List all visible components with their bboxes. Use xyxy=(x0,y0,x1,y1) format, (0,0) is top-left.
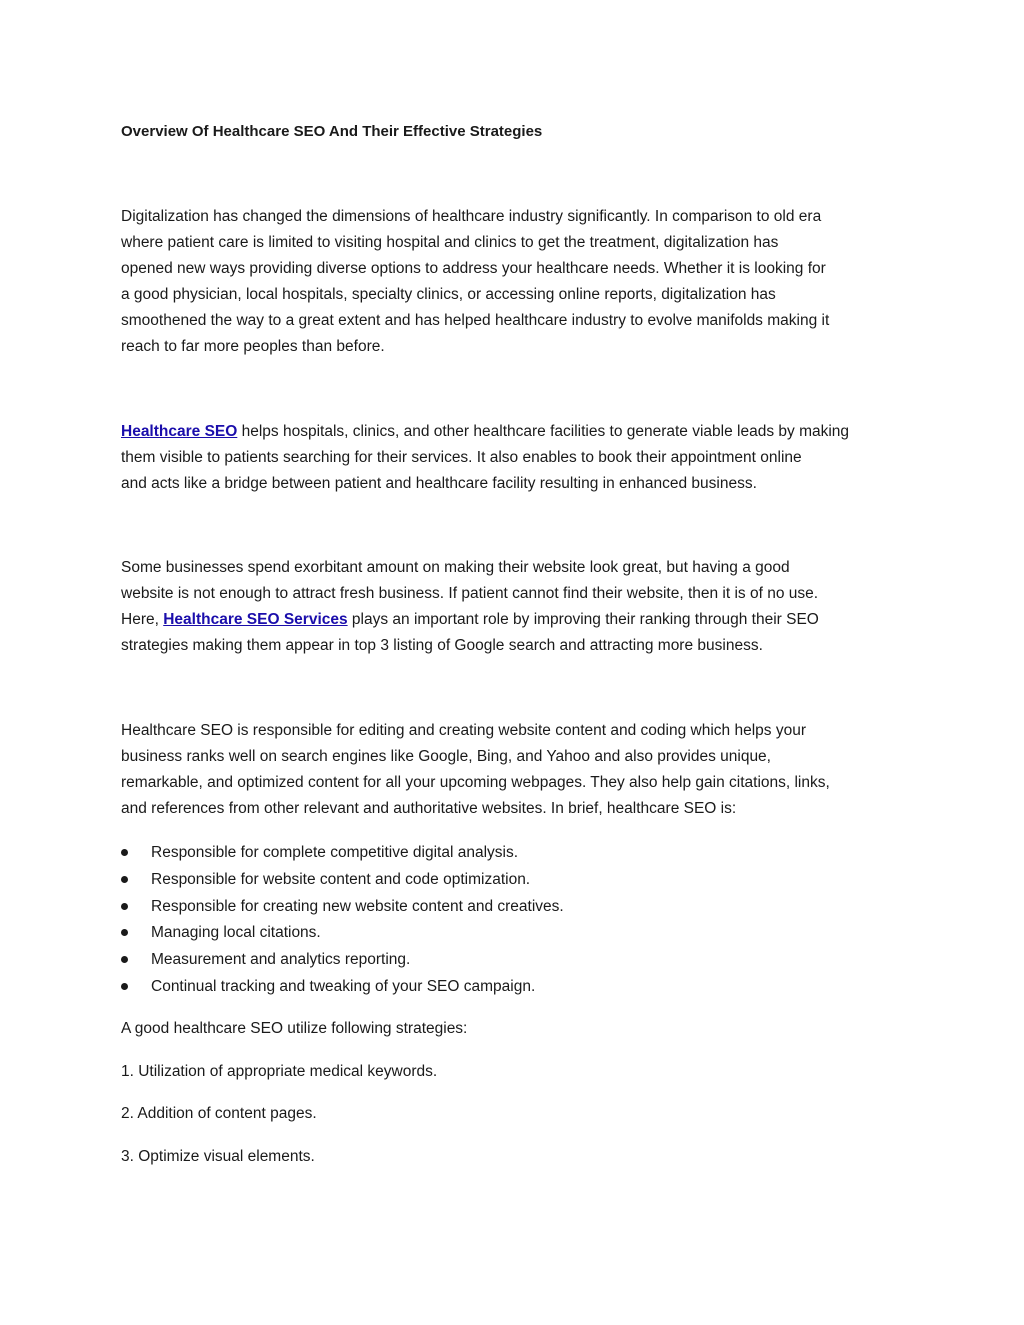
responsibilities-line: remarkable, and optimized content for all your upcoming webpages. They also help gain citations, links, xyxy=(121,774,830,791)
intro-line: reach to far more peoples than before. xyxy=(121,338,385,355)
intro-line: opened new ways providing diverse options to address your healthcare needs. Whether it is looking for xyxy=(121,260,826,277)
responsibilities-line: and references from other relevant and authoritative websites. In brief, healthcare SEO is: xyxy=(121,800,737,817)
responsibilities-paragraph xyxy=(121,718,911,822)
services-line: website is not enough to attract fresh business. If patient cannot find their website, then it is of no use. xyxy=(121,585,819,602)
intro-line: Digitalization has changed the dimensions of healthcare industry significantly. In comparison to old era xyxy=(121,208,822,225)
responsibilities-line: business ranks well on search engines like Google, Bing, and Yahoo and also provides unique, xyxy=(121,748,771,765)
list-item-text: Responsible for complete competitive digital analysis. xyxy=(151,844,519,861)
list-item-text: Measurement and analytics reporting. xyxy=(151,951,411,969)
list-item-text: Managing local citations. xyxy=(151,924,321,942)
intro-paragraph xyxy=(121,204,911,360)
list-item xyxy=(121,895,564,922)
bullet-icon xyxy=(121,956,128,963)
bullet-icon xyxy=(121,983,128,990)
list-item xyxy=(121,868,564,895)
intro-line: where patient care is limited to visiting hospital and clinics to get the treatment, digitalization has xyxy=(121,234,779,251)
services-line xyxy=(121,607,911,633)
list-item-text: Responsible for website content and code optimization. xyxy=(151,870,531,888)
bullet-icon xyxy=(121,929,128,936)
bullet-icon xyxy=(121,903,128,910)
list-item-text: Continual tracking and tweaking of your SEO campaign. xyxy=(151,977,536,995)
services-line-text: plays an important role by improving their ranking through their SEO xyxy=(347,611,819,628)
strategy-item: 3. Optimize visual elements. xyxy=(121,1148,315,1165)
healthcare-seo-line: them visible to patients searching for their services. It also enables to book their appointment online xyxy=(121,449,802,466)
list-item-text: Responsible for creating new website content and creatives. xyxy=(151,897,564,915)
services-line-text: Here, xyxy=(121,611,164,628)
document-title: Overview Of Healthcare SEO And Their Effective Strategies xyxy=(121,123,543,140)
intro-line: a good physician, local hospitals, specialty clinics, or accessing online reports, digitalization has xyxy=(121,286,776,303)
healthcare-seo-link[interactable]: Healthcare SEO xyxy=(121,423,238,440)
healthcare-seo-paragraph xyxy=(121,419,911,497)
services-line: strategies making them appear in top 3 listing of Google search and attracting more business. xyxy=(121,637,763,654)
list-item xyxy=(121,921,564,948)
healthcare-seo-line xyxy=(121,419,911,445)
services-paragraph xyxy=(121,555,911,659)
services-line: Some businesses spend exorbitant amount on making their website look great, but having a good xyxy=(121,559,790,576)
responsibilities-list xyxy=(121,841,564,1002)
strategies-intro: A good healthcare SEO utilize following strategies: xyxy=(121,1020,468,1037)
responsibilities-line: Healthcare SEO is responsible for editing and creating website content and coding which helps your xyxy=(121,722,806,739)
list-item xyxy=(121,841,564,868)
intro-line: smoothened the way to a great extent and has helped healthcare industry to evolve manifolds making it xyxy=(121,312,830,329)
healthcare-seo-line-text: helps hospitals, clinics, and other healthcare facilities to generate viable leads by making xyxy=(237,423,850,440)
bullet-icon xyxy=(121,849,128,856)
strategy-item: 1. Utilization of appropriate medical keywords. xyxy=(121,1063,438,1080)
healthcare-seo-line: and acts like a bridge between patient and healthcare facility resulting in enhanced business. xyxy=(121,475,757,492)
list-item xyxy=(121,975,564,1002)
strategy-item: 2. Addition of content pages. xyxy=(121,1105,317,1122)
bullet-icon xyxy=(121,876,128,883)
list-item xyxy=(121,948,564,975)
healthcare-seo-services-link[interactable]: Healthcare SEO Services xyxy=(163,611,348,628)
